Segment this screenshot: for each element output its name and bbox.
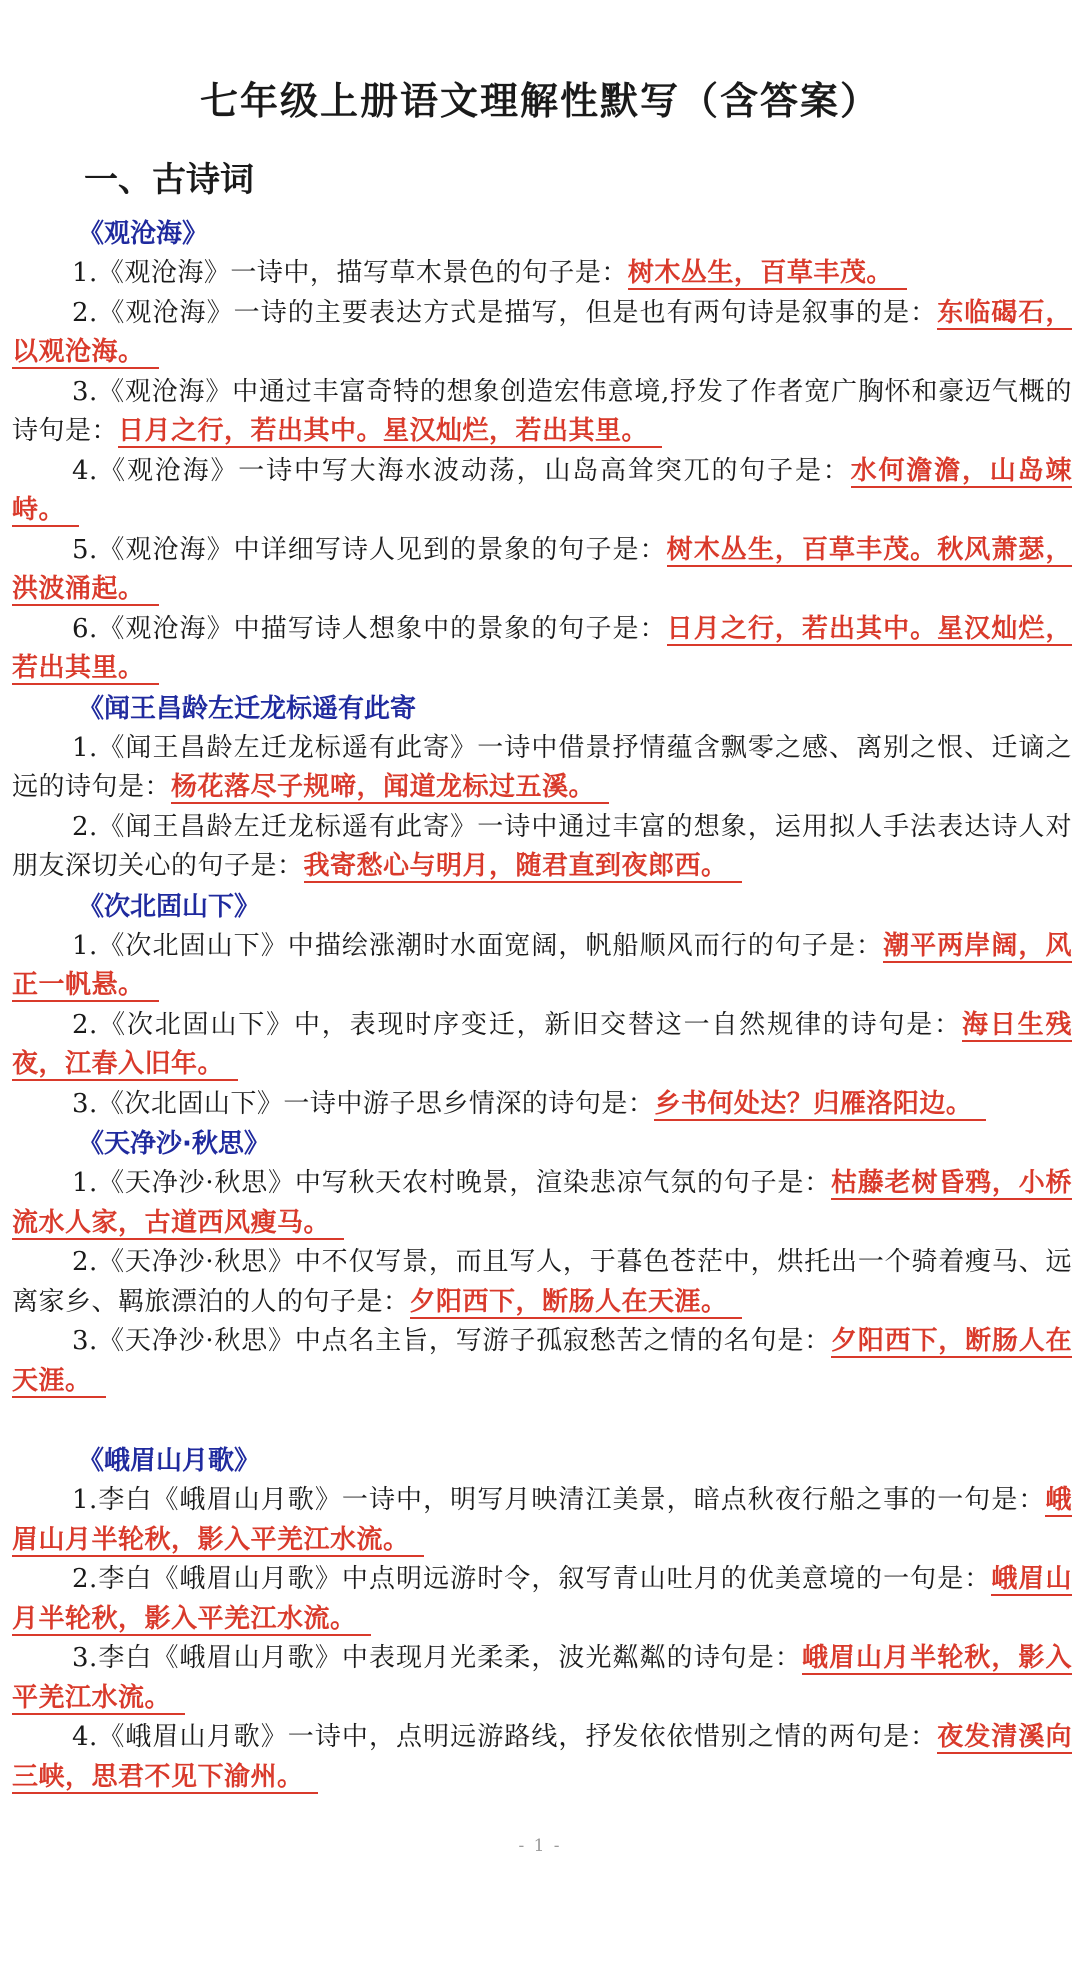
answer-text: 峨眉山月半轮秋，影入平羌江水流。 (12, 1485, 1072, 1555)
question-item (12, 254, 1072, 294)
question-text: 《峨眉山月歌》一诗中，点明远游路线，抒发依依惜别之情的两句是： (97, 1722, 938, 1752)
question-number: 1. (72, 732, 98, 763)
question-item (12, 1322, 1072, 1401)
question-number: 3. (72, 1643, 98, 1673)
answer-text: 夕阳西下，断肠人在天涯。 (410, 1287, 742, 1319)
question-text: 《天净沙·秋思》中写秋天农村晚景，渲染悲凉气氛的句子是： (97, 1168, 832, 1198)
question-number: 6. (72, 613, 98, 644)
section-heading: 一、古诗词 (84, 160, 254, 200)
question-text: 《观沧海》一诗的主要表达方式是描写，但是也有两句诗是叙事的是： (97, 297, 938, 328)
question-number: 4. (72, 455, 98, 486)
question-number: 3. (72, 376, 98, 407)
answer-text: 日月之行，若出其中。星汉灿烂，若出其里。 (12, 613, 1072, 683)
poem-title: 《次北固山下》 (78, 891, 261, 922)
question-item (12, 808, 1072, 887)
question-item (12, 927, 1072, 1006)
question-item (12, 1639, 1072, 1718)
question-text: 《观沧海》中通过丰富奇特的想象创造宏伟意境,抒发了作者宽广胸怀和豪迈气概的诗句是： (12, 376, 1072, 446)
answer-text: 日月之行，若出其中。星汉灿烂，若出其里。 (118, 416, 662, 448)
question-item (12, 373, 1072, 452)
question-number: 5. (72, 534, 98, 565)
question-text: 《天净沙·秋思》中点名主旨，写游子孤寂愁苦之情的名句是： (97, 1326, 832, 1356)
answer-text: 峨眉山月半轮秋，影入平羌江水流。 (12, 1564, 1072, 1634)
answer-text: 水何澹澹，山岛竦峙。 (12, 455, 1072, 525)
poem-title: 《闻王昌龄左迁龙标遥有此寄 (78, 693, 417, 724)
question-item (12, 610, 1072, 689)
page-number: - 1 - (518, 1836, 562, 1856)
question-text: 《观沧海》中详细写诗人见到的景象的句子是： (97, 534, 667, 565)
document-title: 七年级上册语文理解性默写（含答案） (199, 79, 880, 123)
question-text: 《观沧海》中描写诗人想象中的景象的句子是： (97, 613, 667, 644)
question-text: 李白《峨眉山月歌》中点明远游时令，叙写青山吐月的优美意境的一句是： (97, 1564, 992, 1594)
poem-title: 《观沧海》 (78, 219, 209, 249)
question-item (12, 729, 1072, 808)
question-item (12, 1006, 1072, 1085)
question-number: 3. (72, 1088, 98, 1119)
question-number: 1. (72, 258, 98, 288)
content-body (12, 214, 1072, 1797)
question-text: 《闻王昌龄左迁龙标遥有此寄》一诗中借景抒情蕴含飘零之感、离别之恨、迁谪之远的诗句是： (12, 732, 1072, 802)
answer-text: 夕阳西下，断肠人在天涯。 (12, 1326, 1072, 1396)
blank-spacer (12, 1401, 1072, 1441)
question-number: 2. (72, 1009, 98, 1040)
answer-text: 杨花落尽子规啼，闻道龙标过五溪。 (171, 772, 609, 804)
question-text: 李白《峨眉山月歌》中表现月光柔柔，波光粼粼的诗句是： (97, 1643, 802, 1673)
question-number: 1. (72, 1168, 98, 1198)
question-number: 4. (72, 1722, 98, 1752)
answer-text: 乡书何处达？归雁洛阳边。 (654, 1089, 986, 1121)
question-item (12, 1718, 1072, 1797)
question-number: 3. (72, 1326, 98, 1356)
question-number: 2. (72, 1247, 98, 1277)
question-text: 《次北固山下》中描绘涨潮时水面宽阔，帆船顺风而行的句子是： (97, 930, 884, 961)
question-number: 2. (72, 1564, 98, 1594)
question-text: 李白《峨眉山月歌》一诗中，明写月映清江美景，暗点秋夜行船之事的一句是： (97, 1485, 1046, 1515)
question-text: 《观沧海》一诗中，描写草木景色的句子是： (97, 258, 628, 288)
question-text: 《次北固山下》一诗中游子思乡情深的诗句是： (97, 1088, 655, 1119)
question-number: 1. (72, 930, 98, 961)
question-item (12, 1481, 1072, 1560)
question-item (12, 1085, 1072, 1125)
answer-text: 东临碣石，以观沧海。 (12, 297, 1072, 367)
answer-text: 峨眉山月半轮秋，影入平羌江水流。 (12, 1643, 1072, 1713)
answer-text: 我寄愁心与明月，随君直到夜郎西。 (304, 851, 742, 883)
question-text: 《天净沙·秋思》中不仅写景，而且写人，于暮色苍茫中，烘托出一个骑着瘦马、远离家乡、羁旅漂泊的人的句子是： (12, 1247, 1072, 1317)
question-item (12, 1560, 1072, 1639)
answer-text: 海日生残夜，江春入旧年。 (12, 1009, 1072, 1079)
question-number: 2. (72, 811, 98, 842)
question-text: 《次北固山下》中，表现时序变迁，新旧交替这一自然规律的诗句是： (97, 1009, 962, 1040)
question-item (12, 294, 1072, 373)
question-item (12, 531, 1072, 610)
answer-text: 树木丛生，百草丰茂。 (628, 258, 907, 290)
answer-text: 夜发清溪向三峡，思君不见下渝州。 (12, 1722, 1072, 1792)
poem-title: 《峨眉山月歌》 (78, 1446, 261, 1476)
poem-title: 《天净沙·秋思》 (78, 1129, 270, 1159)
question-number: 1. (72, 1485, 98, 1515)
question-text: 《观沧海》一诗中写大海水波动荡，山岛高耸突兀的句子是： (97, 455, 851, 486)
answer-text: 潮平两岸阔，风正一帆悬。 (12, 930, 1072, 1000)
question-item (12, 1243, 1072, 1322)
answer-text: 树木丛生，百草丰茂。秋风萧瑟，洪波涌起。 (12, 534, 1072, 604)
question-item (12, 452, 1072, 531)
question-item (12, 1164, 1072, 1243)
question-number: 2. (72, 297, 98, 328)
answer-text: 枯藤老树昏鸦，小桥流水人家，古道西风瘦马。 (12, 1168, 1072, 1238)
question-text: 《闻王昌龄左迁龙标遥有此寄》一诗中通过丰富的想象，运用拟人手法表达诗人对朋友深切关心的句子是： (12, 811, 1072, 881)
